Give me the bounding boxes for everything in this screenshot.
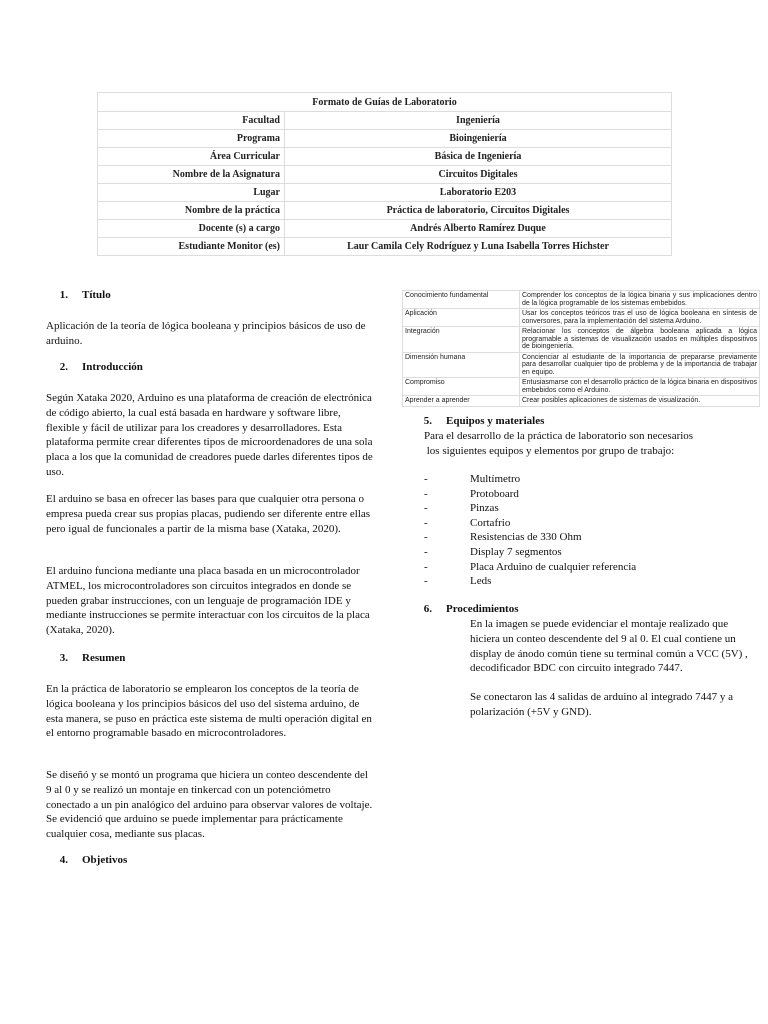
section-title: Título <box>82 289 111 301</box>
section-6-heading <box>410 603 519 615</box>
section-number: 4. <box>59 854 68 866</box>
section-3-heading <box>46 652 125 664</box>
section-title: Procedimientos <box>446 603 519 615</box>
header-value: Andrés Alberto Ramírez Duque <box>285 220 672 238</box>
equipment-intro-1: Para el desarrollo de la práctica de laboratorio son necesarios <box>424 430 694 442</box>
intro-paragraph-2: El arduino se basa en ofrecer las bases para que cualquier otra persona o empresa pueda crear sus propias placas, pudiendo ser diferente entre ellas pero igual de funcionales a partir de la misma base (Xataka, 2020). <box>46 493 371 535</box>
section-4-heading <box>46 854 127 866</box>
objective-value: Comprender los conceptos de la lógica binaria y sus implicaciones dentro de la lógica programable de los sistemas embebidos. <box>520 291 760 309</box>
intro-paragraph-1: Según Xataka 2020, Arduino es una plataforma de creación de electrónica de código abierto, la cual está basada en hardware y software libre, flexible y fácil de utilizar para los creadores y desarrolladores. Esta plataforma permite crear diferentes tipos de microordenadores de una sola placa a los que la comunidad de creadores puede darles diferentes tipos de uso. <box>46 392 373 478</box>
dash: - <box>424 575 428 588</box>
section-title: Objetivos <box>82 854 128 866</box>
objective-key: Integración <box>403 327 520 353</box>
table-row <box>403 396 760 407</box>
objective-key: Aplicación <box>403 309 520 327</box>
objectives-table <box>402 290 760 407</box>
header-value: Básica de Ingeniería <box>285 148 672 166</box>
header-value: Práctica de laboratorio, Circuitos Digitales <box>285 202 672 220</box>
objective-value: Usar los conceptos teóricos tras el uso de lógica booleana en síntesis de conversores, para la implementación del sistema Arduino. <box>520 309 760 327</box>
list-item <box>424 501 636 516</box>
list-item <box>424 487 636 502</box>
dash: - <box>424 473 428 485</box>
section-number: 6. <box>423 603 432 615</box>
section-2-heading <box>46 361 143 373</box>
list-item <box>424 516 636 531</box>
table-row <box>403 378 760 396</box>
dash: - <box>424 560 428 573</box>
summary-paragraph-2: Se diseñó y se montó un programa que hiciera un conteo descendente del 9 al 0 y se realizó un montaje en tinkercad con un potenciómetro conectado a un pin analógico del arduino para observar valores de voltaje. Se evidenció que arduino se puede implementar para prácticamente cualquier cosa, mediante sus placas. <box>46 769 373 841</box>
table-row <box>403 352 760 378</box>
procedure-paragraph-1: En la imagen se puede evidenciar el montaje realizado que hiciera un conteo descendente del 9 al 0. El cual contiene un display de ánodo común tiene su terminal común a VCC (5V) , decodificador BDC con circuito integrado 7447. <box>470 618 748 675</box>
objective-key: Aprender a aprender <box>403 396 520 407</box>
objective-key: Conocimiento fundamental <box>403 291 520 309</box>
item-label: Leds <box>470 575 492 588</box>
table-row <box>403 309 760 327</box>
item-label: Placa Arduino de cualquier referencia <box>470 560 637 573</box>
header-label: Facultad <box>98 112 285 130</box>
section-number: 1. <box>59 289 68 301</box>
section-5-heading <box>410 415 544 427</box>
item-label: Pinzas <box>470 502 499 515</box>
item-label: Display 7 segmentos <box>470 545 562 558</box>
section-number: 5. <box>423 415 432 427</box>
item-label: Resistencias de 330 Ohm <box>470 531 582 544</box>
header-value: Bioingeniería <box>285 130 672 148</box>
objective-value: Relacionar los conceptos de álgebra booleana aplicada a lógica programable a sistemas de visualización usados en múltiples dispositivos de bioingeniería. <box>520 327 760 353</box>
section-number: 2. <box>59 361 68 373</box>
list-item <box>424 530 636 545</box>
procedure-paragraph-2: Se conectaron las 4 salidas de arduino al integrado 7447 y a polarización (+5V y GND). <box>470 691 734 718</box>
dash: - <box>424 487 428 500</box>
equipment-intro-2: los siguientes equipos y elementos por grupo de trabajo: <box>424 445 675 457</box>
header-value: Ingeniería <box>285 112 672 130</box>
table-row <box>403 327 760 353</box>
list-item <box>424 545 636 560</box>
objective-value: Crear posibles aplicaciones de sistemas de visualización. <box>520 396 760 407</box>
section-1-heading <box>46 289 111 301</box>
section-title: Introducción <box>82 361 143 373</box>
header-title: Formato de Guías de Laboratorio <box>98 93 672 112</box>
header-value: Laboratorio E203 <box>285 184 672 202</box>
section-1-body: Aplicación de la teoría de lógica booleana y principios básicos de uso de arduino. <box>46 320 366 347</box>
dash: - <box>424 531 428 544</box>
section-title: Equipos y materiales <box>446 415 545 427</box>
objective-key: Compromiso <box>403 378 520 396</box>
item-label: Protoboard <box>470 487 519 500</box>
header-label: Nombre de la Asignatura <box>98 166 285 184</box>
objective-value: Concienciar al estudiante de la importancia de prepararse previamente para desarrollar cualquier tipo de problema y de la importancia de trabajar en equipo. <box>520 352 760 378</box>
objective-key: Dimensión humana <box>403 352 520 378</box>
header-label: Lugar <box>98 184 285 202</box>
header-table <box>97 92 672 256</box>
equipment-list <box>424 472 636 589</box>
header-value: Circuitos Digitales <box>285 166 672 184</box>
item-label: Multímetro <box>470 473 521 485</box>
section-number: 3. <box>59 652 68 664</box>
header-label: Docente (s) a cargo <box>98 220 285 238</box>
header-label: Programa <box>98 130 285 148</box>
list-item <box>424 560 636 575</box>
list-item <box>424 472 636 487</box>
section-title: Resumen <box>82 652 126 664</box>
dash: - <box>424 545 428 558</box>
objective-value: Entusiasmarse con el desarrollo práctico de la lógica binaria en dispositivos embebidos como el Arduino. <box>520 378 760 396</box>
dash: - <box>424 516 428 529</box>
table-row <box>403 291 760 309</box>
header-label: Nombre de la práctica <box>98 202 285 220</box>
header-label: Estudiante Monitor (es) <box>98 238 285 256</box>
header-value: Laur Camila Cely Rodríguez y Luna Isabella Torres Hichster <box>285 238 672 256</box>
dash: - <box>424 502 428 515</box>
item-label: Cortafrio <box>470 516 511 529</box>
intro-paragraph-3: El arduino funciona mediante una placa basada en un microcontrolador ATMEL, los microcontroladores son circuitos integrados en donde se pueden grabar instrucciones, con un lenguaje de programación IDE y mediante instrucciones se permite interactuar con los circuitos de la placa (Xataka, 2020). <box>46 565 370 637</box>
summary-paragraph-1: En la práctica de laboratorio se emplearon los conceptos de la teoría de lógica booleana y los principios básicos del uso del sistema arduino, de esta manera, se puso en práctica este sistema de multi operación digital en el entorno programable basado en microcontroladores. <box>46 683 372 740</box>
list-item <box>424 574 636 589</box>
header-label: Área Curricular <box>98 148 285 166</box>
